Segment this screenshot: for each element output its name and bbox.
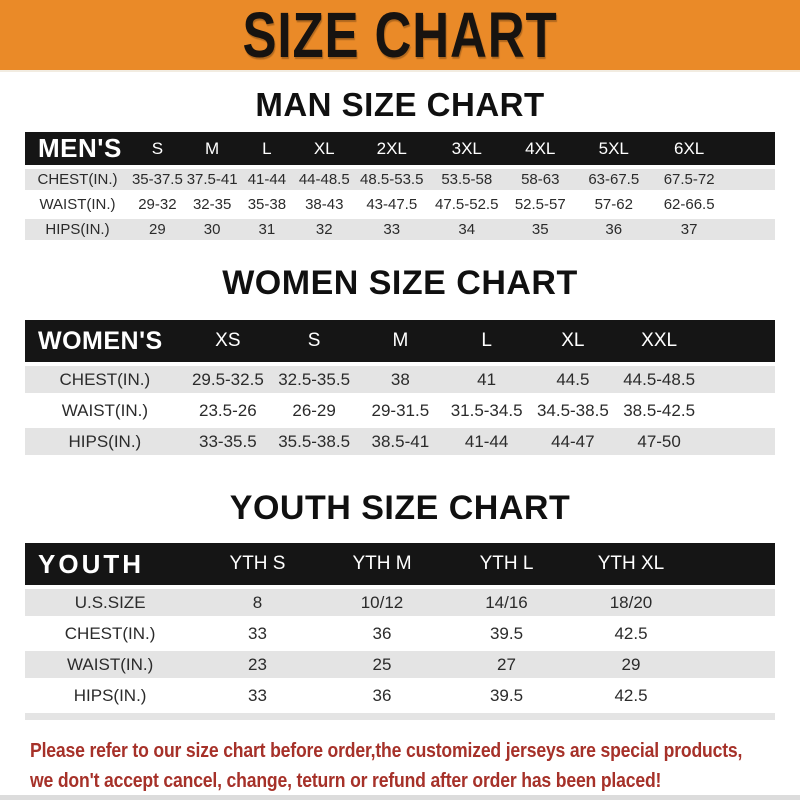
banner (0, 0, 800, 72)
size-value-cell: 67.5-72 (651, 169, 727, 190)
size-value-cell: 31.5-34.5 (450, 400, 523, 420)
size-column-header: S (271, 320, 357, 362)
size-column-header: YTH M (320, 543, 445, 585)
size-value-cell: 29 (569, 651, 694, 678)
row-label: WAIST(IN.) (25, 651, 195, 678)
row-label: U.S.SIZE (25, 589, 195, 616)
size-value-cell: 57-62 (594, 196, 633, 213)
measurement-row (25, 397, 775, 424)
header-filler (693, 543, 775, 585)
size-value-cell: 37 (651, 219, 727, 240)
size-value-cell: 29.5-32.5 (185, 366, 271, 393)
size-value-cell: 42.5 (614, 623, 648, 643)
youth-size-chart-section (0, 489, 800, 720)
notice-line-2: we don't accept cancel, change, teturn or refund after order has been placed! (30, 770, 662, 792)
men-chart-heading: MAN SIZE CHART (255, 86, 545, 123)
row-filler (727, 194, 775, 215)
row-filler (693, 589, 775, 616)
size-value-cell: 53.5-58 (429, 169, 504, 190)
size-column-header: L (443, 320, 529, 362)
size-value-cell: 14/16 (444, 589, 569, 616)
size-value-cell: 23 (195, 651, 320, 678)
size-value-cell: 52.5-57 (514, 196, 566, 213)
row-filler (693, 620, 775, 647)
men-header-label: MEN'S (25, 132, 130, 165)
size-value-cell: 29-32 (138, 196, 177, 213)
size-column-header: YTH XL (569, 543, 694, 585)
size-value-cell: 43-47.5 (366, 196, 418, 213)
size-value-cell: 34 (429, 219, 504, 240)
size-column-header: 3XL (429, 132, 504, 165)
row-label: HIPS(IN.) (25, 219, 130, 240)
row-label: CHEST(IN.) (25, 366, 185, 393)
size-value-cell: 44.5-48.5 (616, 366, 702, 393)
size-value-cell: 29 (130, 219, 185, 240)
size-value-cell: 33 (248, 623, 267, 643)
women-size-chart-section (0, 264, 800, 459)
size-column-header: XL (530, 320, 616, 362)
measurement-row (25, 194, 775, 215)
size-value-cell: 18/20 (569, 589, 694, 616)
size-value-cell: 48.5-53.5 (354, 169, 429, 190)
size-value-cell: 32 (294, 219, 354, 240)
row-filler (702, 397, 775, 424)
size-value-cell: 36 (372, 685, 392, 705)
bottom-edge-strip (0, 795, 800, 800)
youth-header-label: YOUTH (25, 543, 195, 585)
row-label: WAIST(IN.) (39, 196, 116, 213)
row-filler (727, 169, 775, 190)
size-value-cell: 27 (444, 651, 569, 678)
size-value-cell: 44-48.5 (294, 169, 354, 190)
size-value-cell: 38 (357, 366, 443, 393)
size-value-cell: 26-29 (292, 400, 336, 420)
size-column-header: YTH S (195, 543, 320, 585)
size-value-cell: 8 (195, 589, 320, 616)
row-label: WAIST(IN.) (61, 400, 148, 420)
size-value-cell: 36 (372, 623, 392, 643)
size-value-cell: 41-44 (240, 169, 295, 190)
youth-header-row (25, 543, 775, 585)
size-value-cell: 33 (248, 685, 267, 705)
size-value-cell: 37.5-41 (186, 171, 238, 188)
size-value-cell: 30 (185, 219, 240, 240)
women-chart-heading: WOMEN SIZE CHART (222, 264, 578, 302)
size-value-cell: 38.5-41 (357, 428, 443, 455)
measurement-row (25, 682, 775, 709)
size-column-header: YTH L (444, 543, 569, 585)
header-filler (727, 132, 775, 165)
women-size-table (25, 316, 775, 459)
row-label: CHEST(IN.) (64, 623, 156, 643)
men-size-table (25, 128, 775, 244)
size-value-cell: 39.5 (489, 685, 524, 705)
size-value-cell: 41-44 (443, 428, 529, 455)
size-value-cell: 10/12 (320, 589, 445, 616)
size-value-cell: 39.5 (489, 623, 524, 643)
size-value-cell: 36 (576, 219, 651, 240)
measurement-row (25, 169, 775, 190)
women-header-row (25, 320, 775, 362)
measurement-row (25, 589, 775, 616)
size-value-cell: 35 (504, 219, 576, 240)
size-value-cell: 62-66.5 (663, 196, 715, 213)
notice-line-1: Please refer to our size chart before order,the customized jerseys are special products, (30, 740, 743, 762)
size-value-cell: 25 (320, 651, 445, 678)
size-value-cell: 33-35.5 (185, 428, 271, 455)
measurement-row (25, 428, 775, 455)
size-column-header: 2XL (354, 132, 429, 165)
row-filler (693, 682, 775, 709)
youth-size-table (25, 539, 775, 713)
measurement-row (25, 219, 775, 240)
order-notice (30, 736, 800, 796)
size-value-cell: 38.5-42.5 (623, 400, 696, 420)
size-value-cell: 44-47 (530, 428, 616, 455)
size-column-header: 5XL (576, 132, 651, 165)
row-label: HIPS(IN.) (25, 428, 185, 455)
size-value-cell: 35-38 (247, 196, 287, 213)
size-value-cell: 35-37.5 (131, 171, 183, 188)
size-value-cell: 44.5 (530, 366, 616, 393)
size-value-cell: 32-35 (192, 196, 232, 213)
size-value-cell: 47-50 (616, 428, 702, 455)
size-column-header: S (130, 132, 185, 165)
row-filler (727, 219, 775, 240)
size-value-cell: 33 (354, 219, 429, 240)
size-value-cell: 31 (240, 219, 295, 240)
row-filler (693, 651, 775, 678)
size-value-cell: 58-63 (504, 169, 576, 190)
youth-table-bottom-strip (25, 713, 775, 720)
size-column-header: M (185, 132, 240, 165)
size-value-cell: 38-43 (305, 196, 344, 213)
women-header-label: WOMEN'S (25, 320, 185, 362)
size-value-cell: 23.5-26 (199, 400, 257, 420)
size-value-cell: 41 (443, 366, 529, 393)
row-label: CHEST(IN.) (25, 169, 130, 190)
men-header-row (25, 132, 775, 165)
row-filler (702, 366, 775, 393)
banner-title: SIZE CHART (242, 0, 558, 71)
header-filler (702, 320, 775, 362)
size-value-cell: 47.5-52.5 (435, 196, 499, 213)
measurement-row (25, 620, 775, 647)
row-label: HIPS(IN.) (73, 685, 147, 705)
measurement-row (25, 651, 775, 678)
size-column-header: 4XL (504, 132, 576, 165)
size-value-cell: 42.5 (614, 685, 648, 705)
men-size-chart-section (0, 86, 800, 244)
size-column-header: XS (185, 320, 271, 362)
size-value-cell: 35.5-38.5 (271, 428, 357, 455)
size-value-cell: 63-67.5 (576, 169, 651, 190)
size-column-header: XL (294, 132, 354, 165)
size-value-cell: 32.5-35.5 (271, 366, 357, 393)
youth-chart-heading: YOUTH SIZE CHART (229, 489, 571, 527)
size-column-header: XXL (616, 320, 702, 362)
size-column-header: M (357, 320, 443, 362)
row-filler (702, 428, 775, 455)
size-value-cell: 29-31.5 (371, 400, 430, 420)
measurement-row (25, 366, 775, 393)
size-column-header: L (240, 132, 295, 165)
size-column-header: 6XL (651, 132, 727, 165)
size-value-cell: 34.5-38.5 (536, 400, 609, 420)
